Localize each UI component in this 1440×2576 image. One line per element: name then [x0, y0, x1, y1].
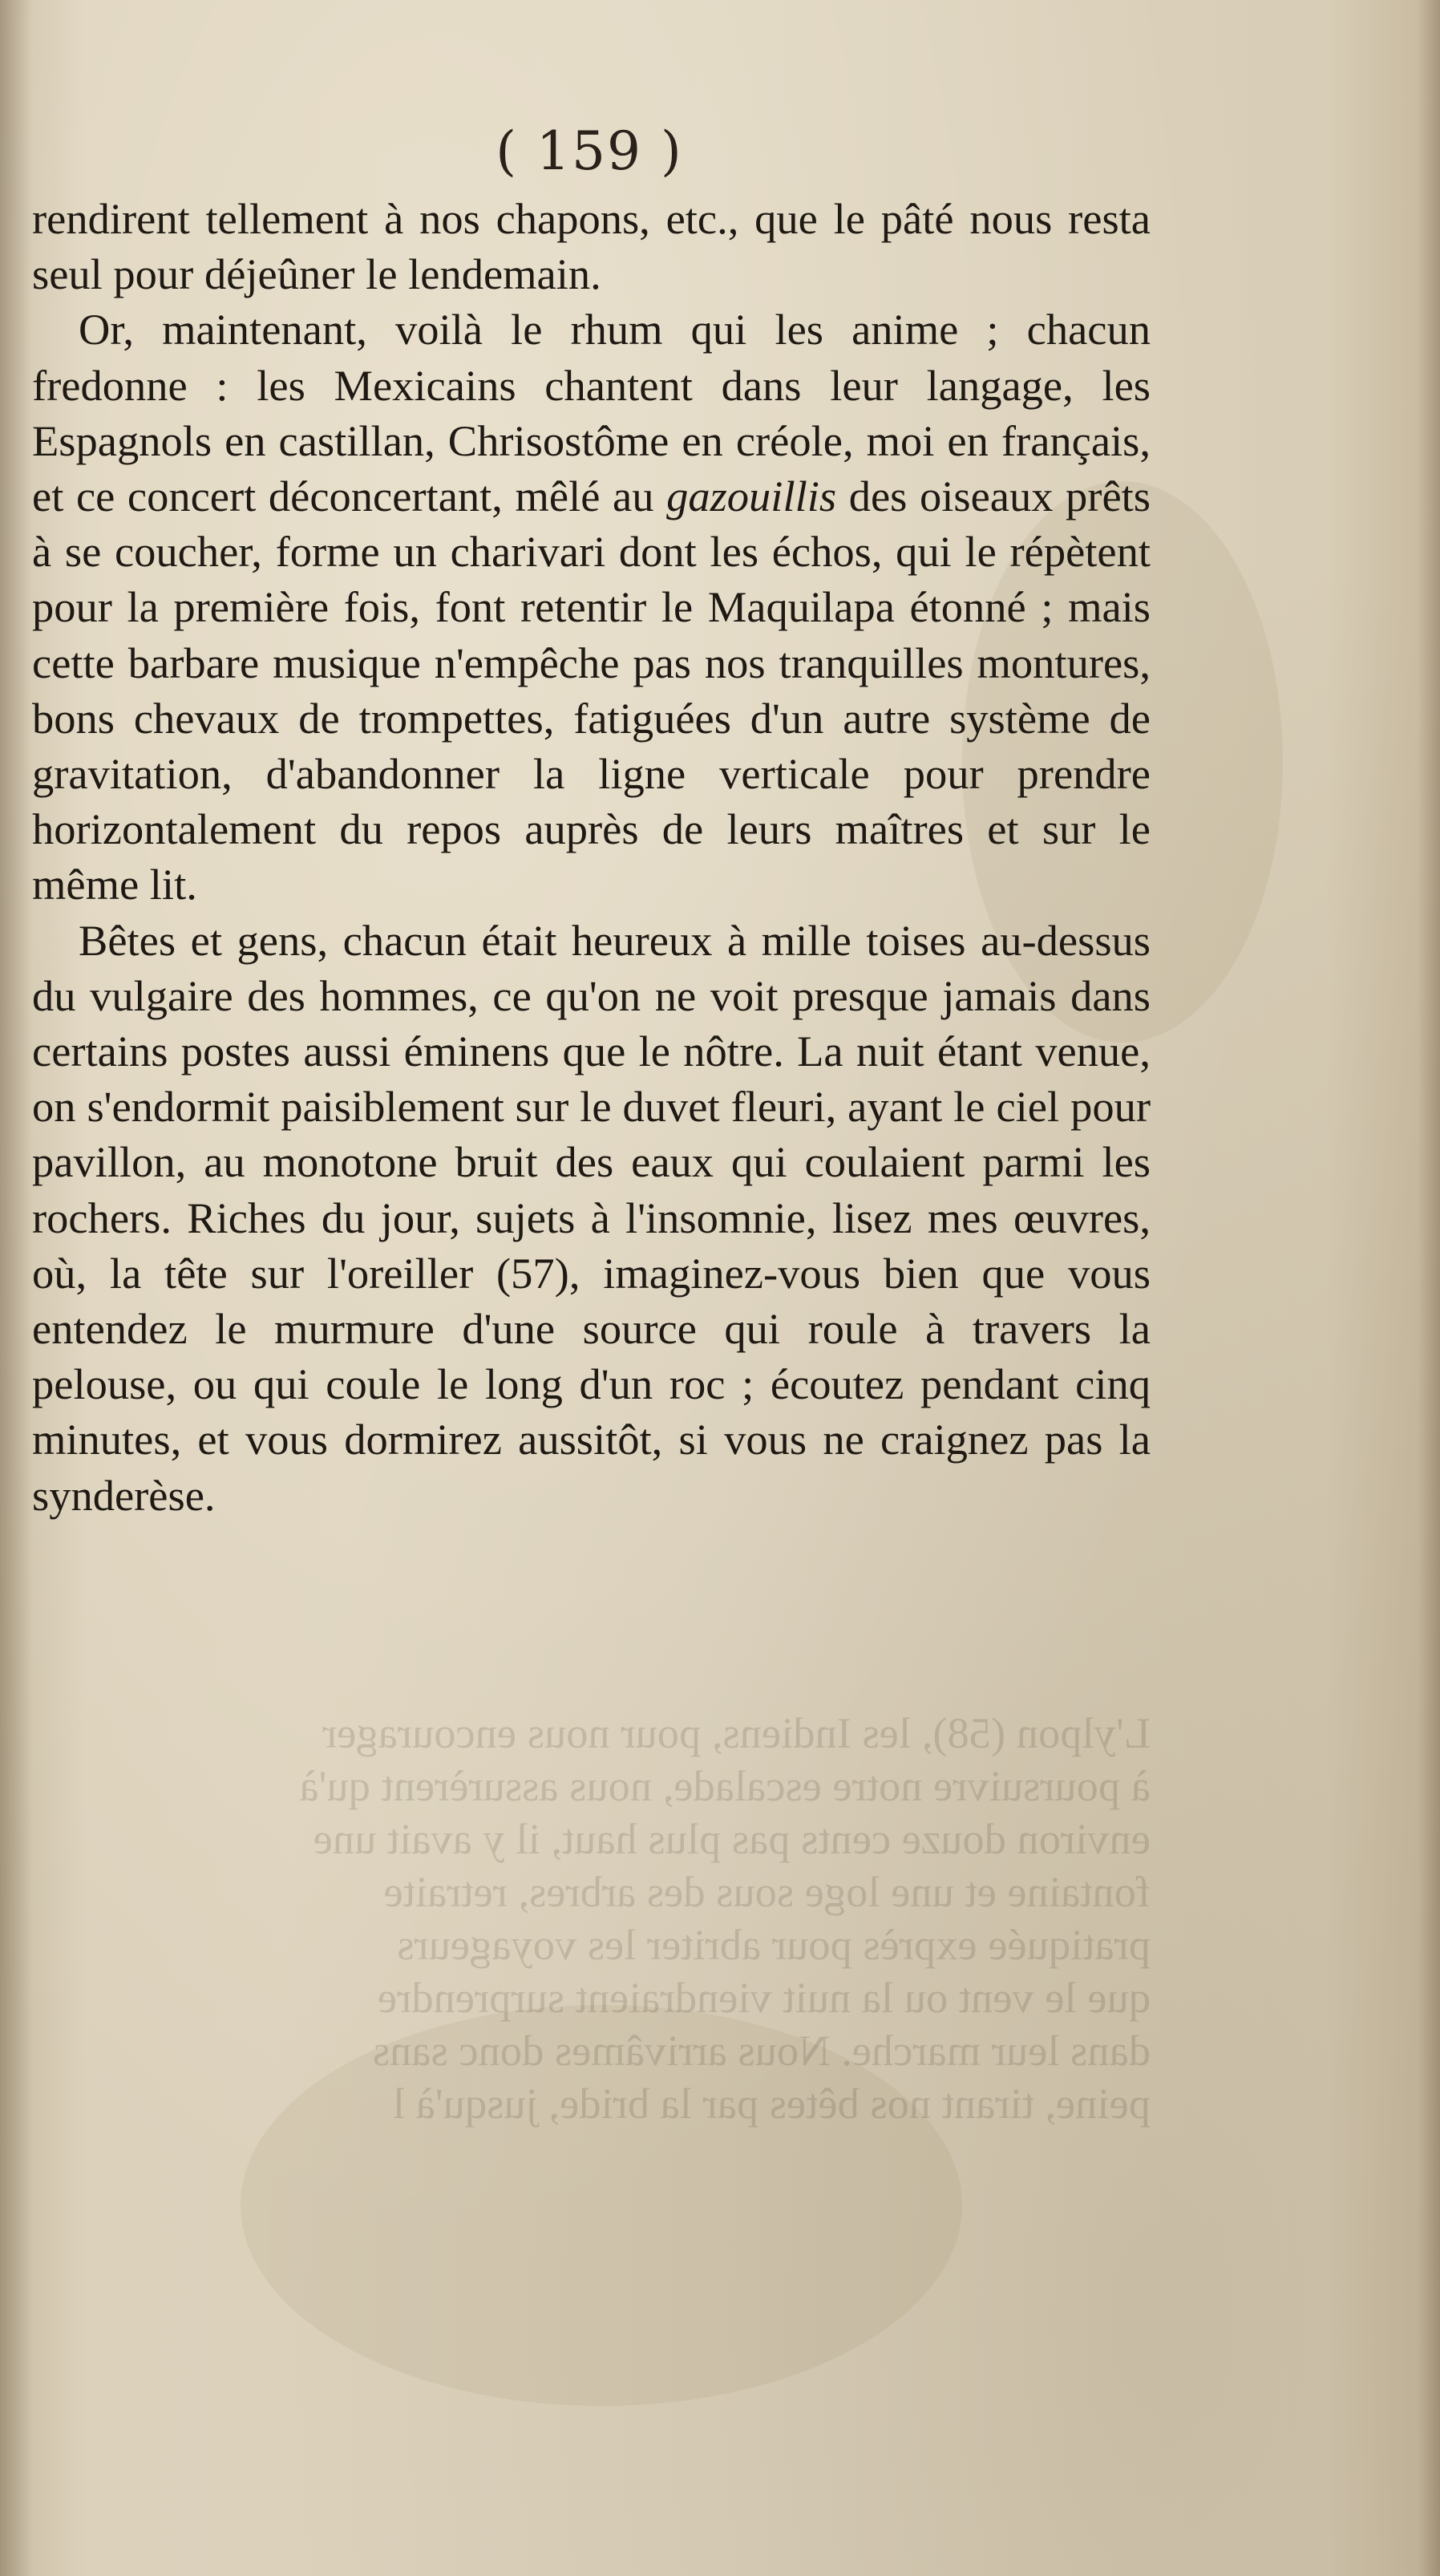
bleed-line: peine, tirant nos bêtes par la bride, jusqu'à l — [392, 2079, 1151, 2128]
bleed-line: que le vent ou la nuit viendraient surprendre — [377, 1973, 1151, 2022]
italic-word: gazouillis — [666, 472, 837, 521]
paragraph-2-end: des oiseaux prêts à se coucher, forme un charivari dont les échos, qui le répètent pour la première fois, font retentir le Maquilapa étonné ; mais cette barbare musique n'empêche pas nos tranquilles montures, bons chevaux de trompettes, fatiguées d'un autre système de gravitation, d'abandonner la ligne verticale pour prendre horizontalement du repos auprès de leurs maîtres et sur le même lit. — [32, 472, 1151, 909]
bleed-line: L'ylpon (58), les Indiens, pour nous encourager — [322, 1708, 1151, 1757]
paragraph-2 — [32, 302, 1151, 912]
bleed-line: environ douze cents pas plus haut, il y avait une — [313, 1814, 1151, 1863]
body-text — [32, 191, 1151, 1523]
bleed-through-text — [32, 1707, 1151, 2130]
paragraph-3: Bêtes et gens, chacun était heureux à mille toises au-dessus du vulgaire des hommes, ce qu'on ne voit presque jamais dans certains postes aussi éminens que le nôtre. La nuit étant venue, on s'endormit paisiblement sur le duvet fleuri, ayant le ciel pour pavillon, au monotone bruit des eaux qui coulaient parmi les rochers. Riches du jour, sujets à l'insomnie, lisez mes œuvres, où, la tête sur l'oreiller (57), imaginez-vous bien que vous entendez le murmure d'une source qui roule à travers la pelouse, ou qui coule le long d'un roc ; écoutez pendant cinq minutes, et vous dormirez aussitôt, si vous ne craignez pas la synderèse. — [32, 915, 1151, 1520]
page-edge-shadow-right — [1418, 0, 1440, 2576]
page-edge-shadow-left — [0, 0, 32, 2576]
paragraph-2-start: Or, maintenant, voilà le rhum qui les anime ; chacun fredonne : les Mexicains chantent dans leur langage, les Espagnols en castillan, Chrisostôme en créole, moi en français, et ce concert déconcertant, mêlé au — [32, 305, 1151, 521]
page-number: ( 159 ) — [496, 120, 683, 182]
bleed-line: dans leur marche. Nous arrivâmes donc sans — [372, 2026, 1151, 2075]
bleed-line: à poursuivre notre escalade, nous assurèrent qu'à — [299, 1761, 1151, 1810]
bleed-line: fontaine et une loge sous des arbres, retraite — [383, 1867, 1151, 1916]
bleed-line: pratiquée exprès pour abriter les voyageurs — [397, 1920, 1151, 1969]
paragraph-1: rendirent tellement à nos chapons, etc., que le pâté nous resta seul pour déjeûner le lendemain. — [32, 194, 1151, 299]
